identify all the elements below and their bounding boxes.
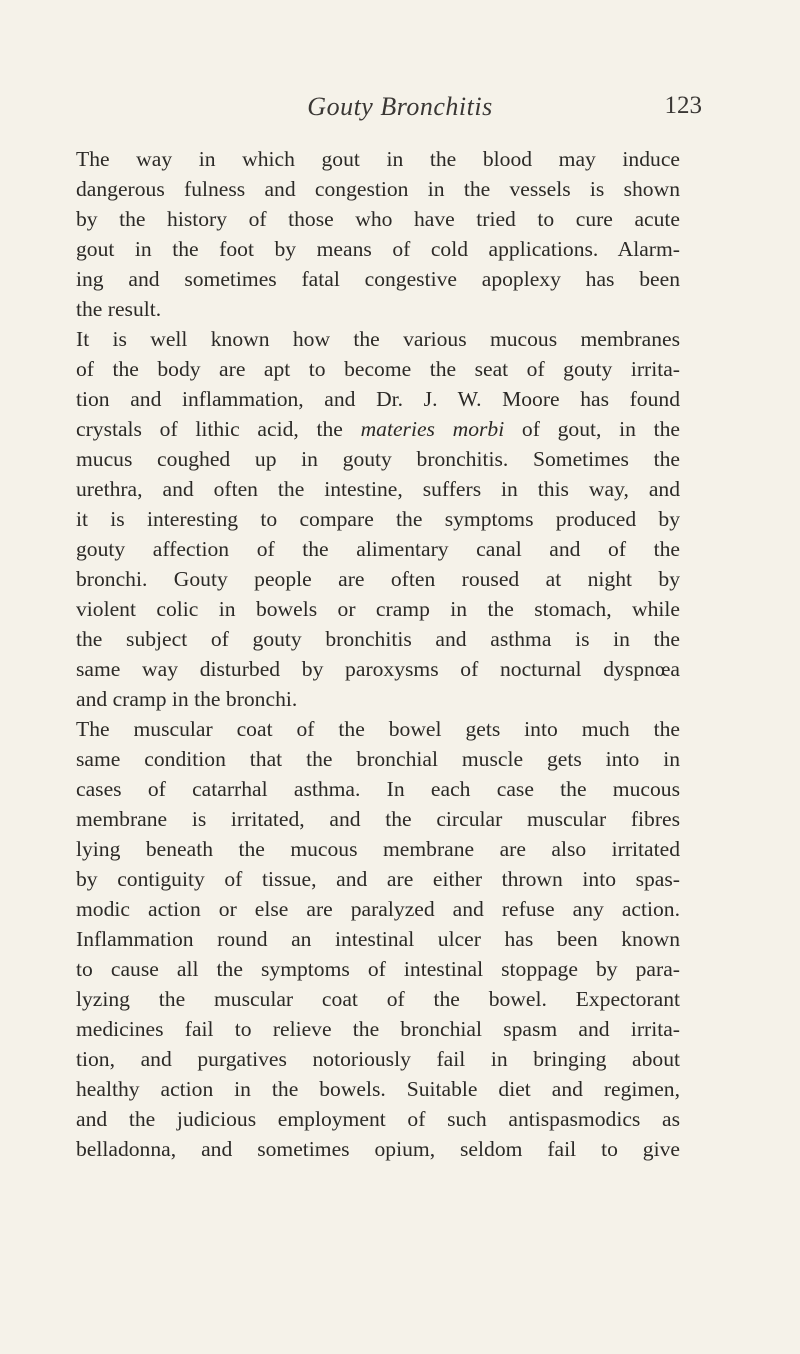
paragraph-3 [76, 714, 680, 1164]
text-line-with-italic: crystals of lithic acid, the materies morbi of gout, in the [76, 417, 680, 441]
text-line: and cramp in the bronchi. [76, 687, 298, 711]
text-line: it is interesting to compare the symptoms produced by [76, 507, 680, 531]
text-line: tion and inflammation, and Dr. J. W. Moore has found [76, 387, 680, 411]
italic-phrase: materies morbi [360, 417, 505, 441]
text-line: tion, and purgatives notoriously fail in bringing about [76, 1047, 680, 1071]
text-line: lyzing the muscular coat of the bowel. Expectorant [76, 987, 680, 1011]
text-line: the subject of gouty bronchitis and asthma is in the [76, 627, 680, 651]
text-line: dangerous fulness and congestion in the vessels is shown [76, 177, 680, 201]
paragraph-2 [76, 324, 680, 714]
text-line: Inflammation round an intestinal ulcer has been known [76, 927, 680, 951]
page-header [100, 92, 700, 132]
paragraph-1 [76, 144, 680, 324]
text-line: healthy action in the bowels. Suitable diet and regimen, [76, 1077, 680, 1101]
text-line: ing and sometimes fatal congestive apoplexy has been [76, 267, 680, 291]
text-line: mucus coughed up in gouty bronchitis. Sometimes the [76, 447, 680, 471]
text-line: belladonna, and sometimes opium, seldom fail to give [76, 1137, 680, 1161]
text-line: The muscular coat of the bowel gets into much the [76, 717, 680, 741]
text-line: same way disturbed by paroxysms of nocturnal dyspnœa [76, 657, 680, 681]
text-line: The way in which gout in the blood may induce [76, 147, 680, 171]
text-line: It is well known how the various mucous membranes [76, 327, 680, 351]
text-line: and the judicious employment of such antispasmodics as [76, 1107, 680, 1131]
text-line: by the history of those who have tried to cure acute [76, 207, 680, 231]
text-line: of the body are apt to become the seat of gouty irrita- [76, 357, 680, 381]
text-line: bronchi. Gouty people are often roused at night by [76, 567, 680, 591]
text-line: lying beneath the mucous membrane are also irritated [76, 837, 680, 861]
text-line: gouty affection of the alimentary canal and of the [76, 537, 680, 561]
text-line: violent colic in bowels or cramp in the stomach, while [76, 597, 680, 621]
text-line: gout in the foot by means of cold applications. Alarm- [76, 237, 680, 261]
page-number: 123 [664, 92, 702, 119]
text-line: to cause all the symptoms of intestinal stoppage by para- [76, 957, 680, 981]
text-line: the result. [76, 297, 162, 321]
running-title: Gouty Bronchitis [307, 92, 493, 121]
text-line: by contiguity of tissue, and are either thrown into spas- [76, 867, 680, 891]
text-line: modic action or else are paralyzed and refuse any action. [76, 897, 680, 921]
text-line: cases of catarrhal asthma. In each case the mucous [76, 777, 680, 801]
text-line: urethra, and often the intestine, suffers in this way, and [76, 477, 680, 501]
text-line: membrane is irritated, and the circular muscular fibres [76, 807, 680, 831]
text-line: medicines fail to relieve the bronchial spasm and irrita- [76, 1017, 680, 1041]
text-line: same condition that the bronchial muscle gets into in [76, 747, 680, 771]
body-text [76, 144, 680, 1164]
